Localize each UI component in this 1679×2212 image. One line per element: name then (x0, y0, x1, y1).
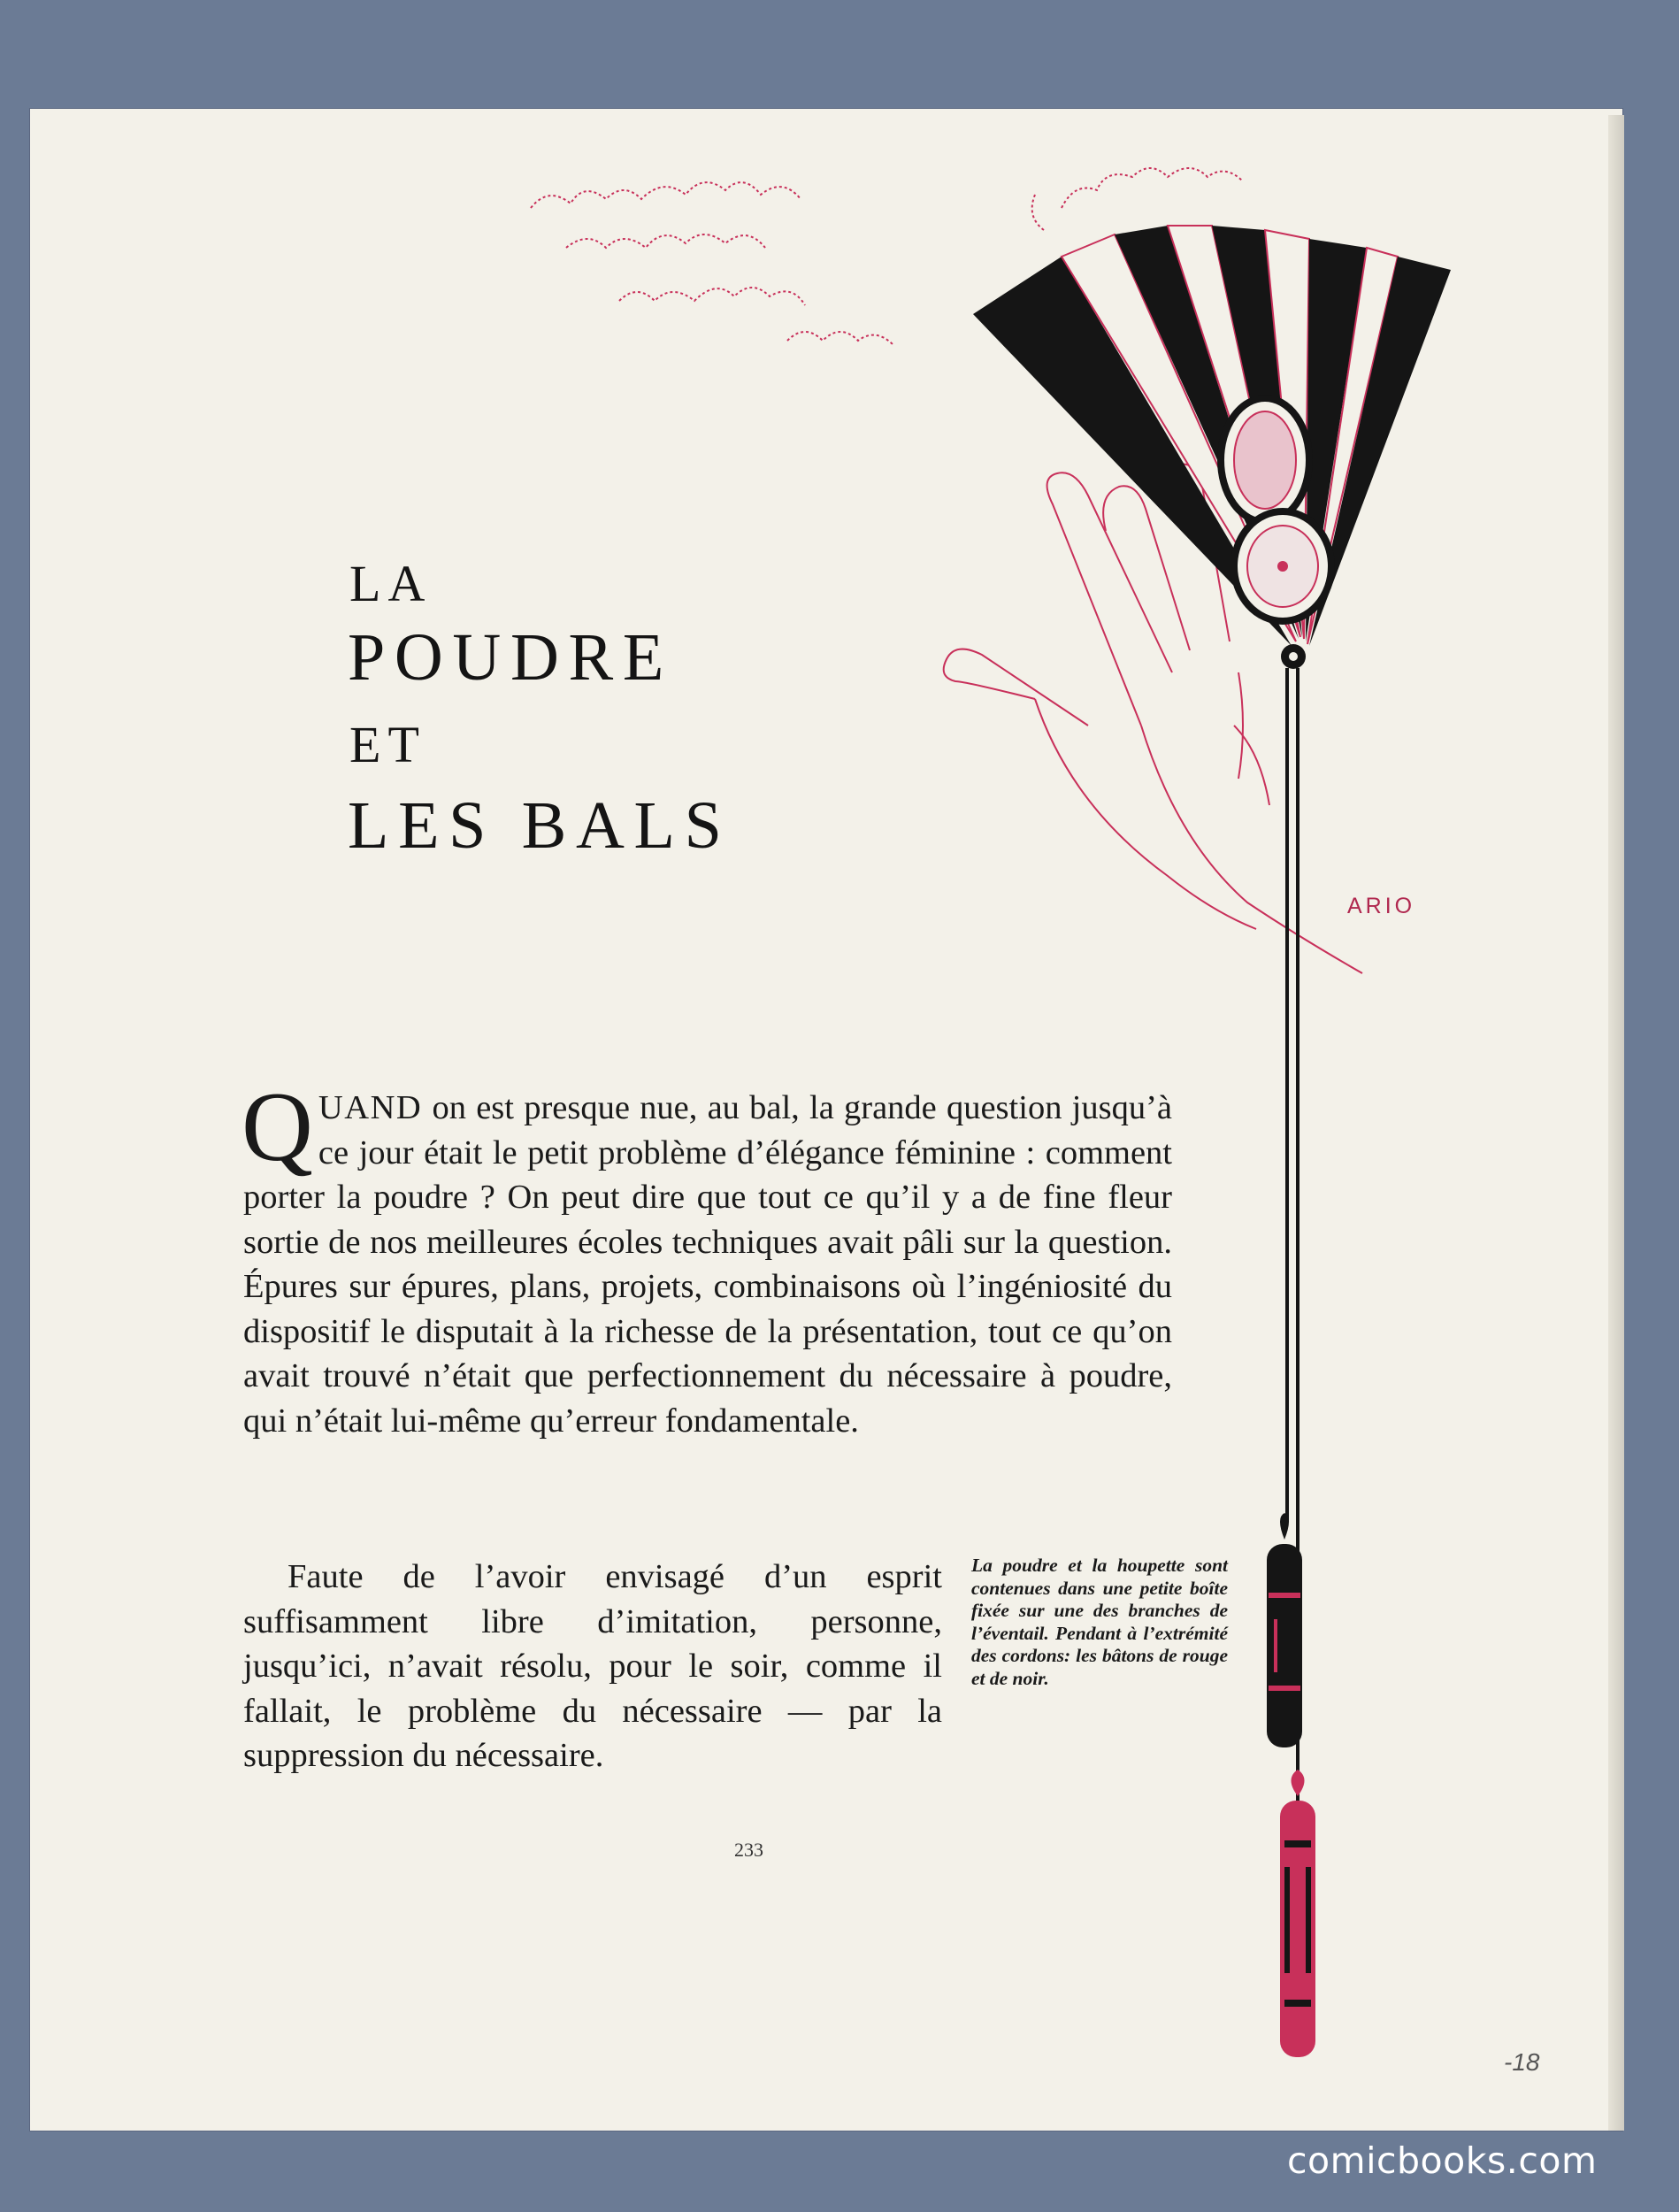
small-caps-lead: UAND (318, 1089, 423, 1126)
illustration-caption: La poudre et la houpette sont contenues dans une petite boîte fixée sur une des branches de l’éventail. Pendant à l’extrémité des cordons: les bâtons de rouge et de noir. (971, 1555, 1228, 1689)
article-paragraph-1 (242, 1072, 1172, 1443)
watermark: comicbooks.com (1287, 2139, 1598, 2182)
title-line-4: LES BALS (348, 788, 732, 863)
title-line-2: POUDRE (348, 620, 673, 695)
drop-cap: Q (242, 1072, 313, 1182)
signature: ARIO (1347, 894, 1416, 918)
page-number: 233 (734, 1839, 763, 1861)
title-line-3: ET (349, 716, 427, 773)
black-baton (1267, 1513, 1302, 1747)
fan-ribs (973, 226, 1451, 646)
title-line-1: LA (349, 555, 433, 612)
paragraph-1-text: on est presque nue, au bal, la grande question jusqu’à ce jour était le petit problème d’élégance féminine : comment porter la poudre ? On peut dire que tout ce qu’il y a de fine fleur sortie de nos meilleures écoles techniques avait pâli sur la question. Épures sur épures, plans, projets, combinaisons où l’ingéniosité du dispositif le disputait à la richesse de la présentation, tout ce qu’on avait trouvé n’était que perfectionnement du nécessaire à poudre, qui n’était lui-même qu’erreur fondamentale. (243, 1089, 1172, 1440)
red-baton (1280, 1770, 1315, 2057)
pencil-mark: -18 (1504, 2048, 1540, 2076)
article-paragraph-2: Faute de l’avoir envisagé d’un esprit suffisamment libre d’imitation, personne, jusqu’ici, n’avait résolu, pour le soir, comme il fallait, le problème du nécessaire — par la suppression du nécessaire. (243, 1558, 942, 1774)
